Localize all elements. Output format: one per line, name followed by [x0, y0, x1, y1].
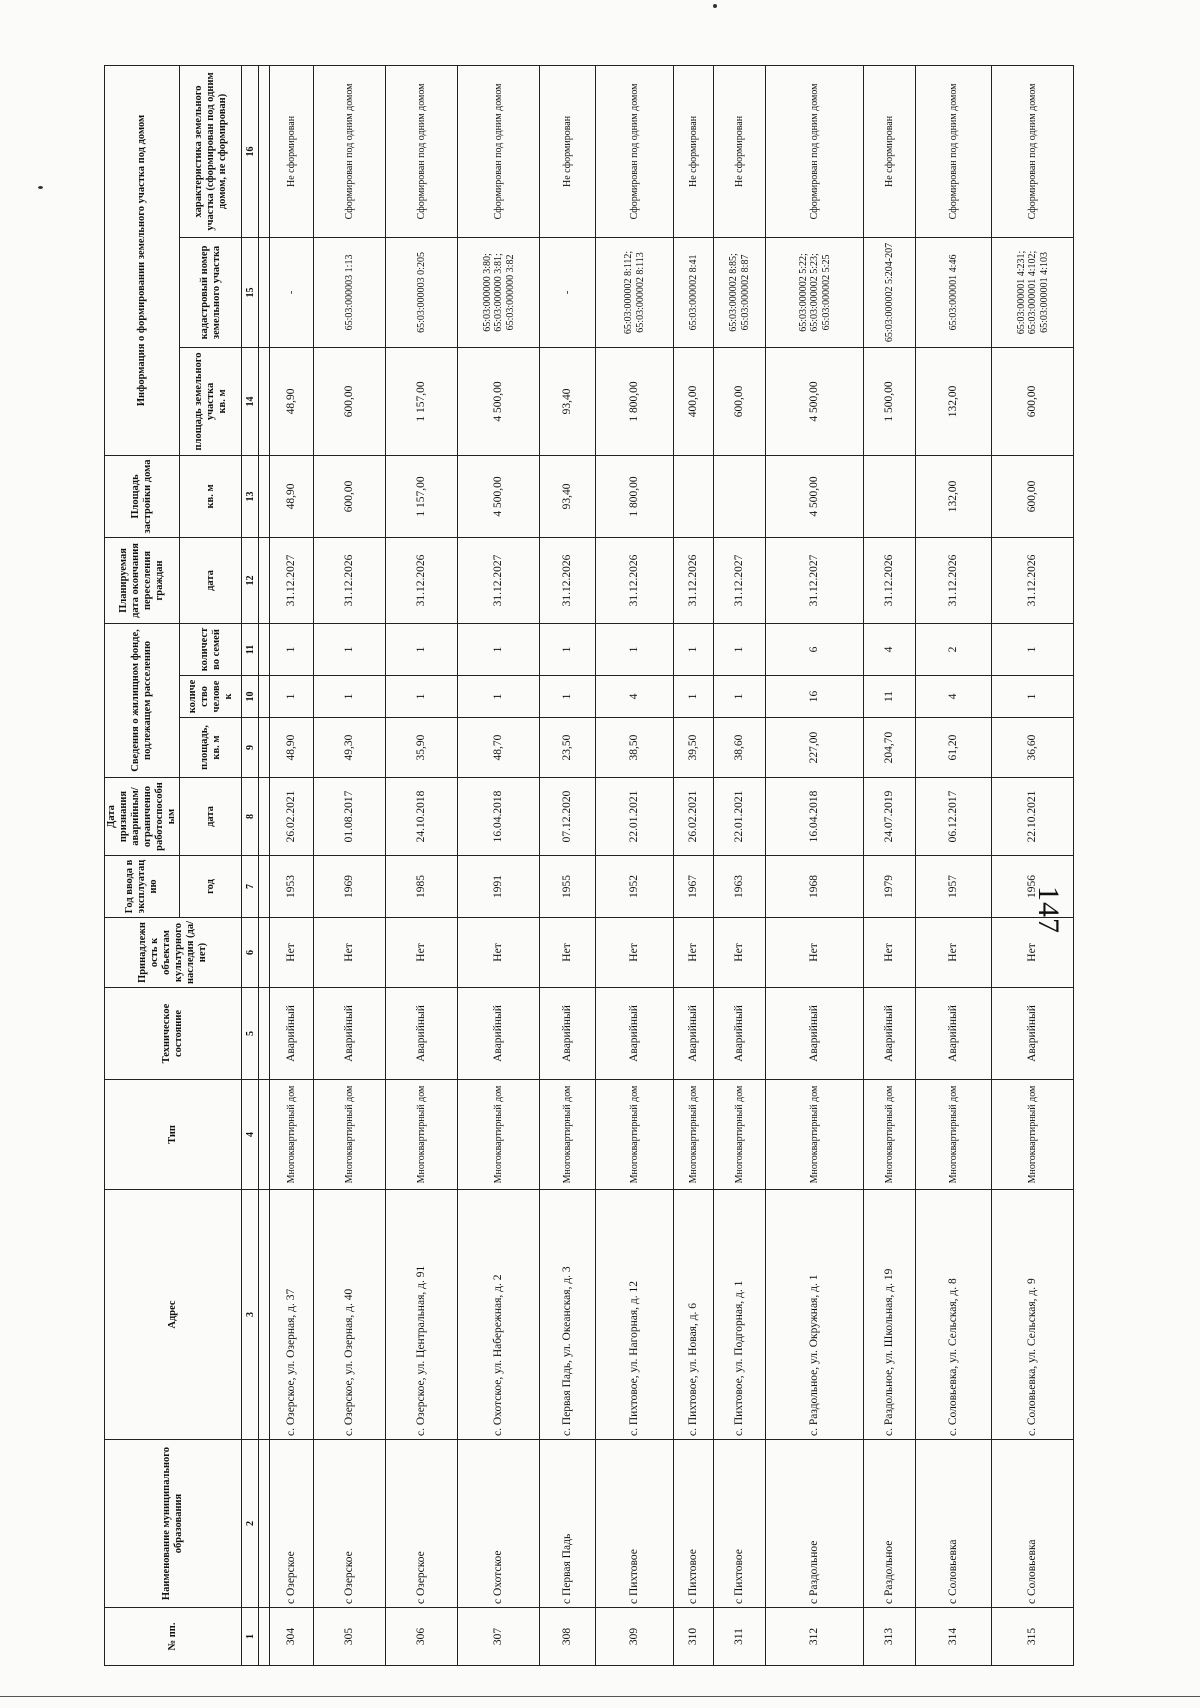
cell-n: 314: [916, 1608, 992, 1666]
cell-state: Аварийный: [674, 988, 714, 1080]
cell-cult: Нет: [674, 918, 714, 988]
cell-year: 1969: [314, 856, 386, 918]
cell-year: 1955: [540, 856, 596, 918]
cell-area: 204,70: [864, 718, 916, 778]
cell-land: 600,00: [714, 347, 766, 455]
header-municipality: Наименование муниципального образования: [105, 1440, 242, 1608]
cell-mo: с Озерское: [386, 1440, 458, 1608]
column-number: 11: [242, 623, 259, 675]
cell-people: 4: [596, 676, 674, 718]
cell-n: 307: [458, 1608, 540, 1666]
cell-cult: Нет: [270, 918, 314, 988]
cell-addr: с. Охотское, ул. Набережная, д. 2: [458, 1190, 540, 1440]
cell-mo: с Озерское: [314, 1440, 386, 1608]
cell-state: Аварийный: [458, 988, 540, 1080]
cell-state: Аварийный: [864, 988, 916, 1080]
cell-people: 1: [270, 676, 314, 718]
column-number: 16: [242, 65, 259, 237]
cell-planned: 31.12.2026: [674, 537, 714, 623]
cell-built: 4 500,00: [458, 455, 540, 537]
cell-mo: с Соловьевка: [992, 1440, 1074, 1608]
cell-type: Многоквартирный дом: [766, 1080, 864, 1190]
cell-date: 22.01.2021: [714, 778, 766, 856]
cell-planned: 31.12.2026: [992, 537, 1074, 623]
spacer-row: [259, 65, 270, 1665]
cell-planned: 31.12.2026: [864, 537, 916, 623]
cell-people: 1: [314, 676, 386, 718]
table-row: [386, 65, 458, 1665]
cell-mo: с Раздольное: [766, 1440, 864, 1608]
cell-area: 48,70: [458, 718, 540, 778]
cell-cad: 65:03:000002 8:85; 65:03:000002 8:87: [714, 237, 766, 347]
spacer-cell: [259, 237, 270, 347]
cell-area: 38,50: [596, 718, 674, 778]
cell-land: 4 500,00: [766, 347, 864, 455]
cell-char: Не сформирован: [270, 65, 314, 237]
cell-addr: с. Первая Падь, ул. Океанская, д. 3: [540, 1190, 596, 1440]
cell-year: 1952: [596, 856, 674, 918]
header-built-sub: кв. м: [180, 455, 242, 537]
cell-families: 1: [314, 623, 386, 675]
spacer-cell: [259, 778, 270, 856]
cell-year: 1963: [714, 856, 766, 918]
resettlement-table: [104, 65, 1074, 1666]
cell-type: Многоквартирный дом: [864, 1080, 916, 1190]
cell-char: Сформирован под одним домом: [992, 65, 1074, 237]
header-year-sub: год: [180, 856, 242, 918]
cell-addr: с. Раздольное, ул. Школьная, д. 19: [864, 1190, 916, 1440]
cell-planned: 31.12.2027: [270, 537, 314, 623]
cell-type: Многоквартирный дом: [714, 1080, 766, 1190]
cell-year: 1967: [674, 856, 714, 918]
cell-date: 16.04.2018: [766, 778, 864, 856]
header-planned-sub: дата: [180, 537, 242, 623]
cell-cad: 65:03:000001 4:231; 65:03:000001 4:102; 65:03:000001 4:103: [992, 237, 1074, 347]
column-number: 8: [242, 778, 259, 856]
table-row: [864, 65, 916, 1665]
cell-area: 23,50: [540, 718, 596, 778]
cell-area: 48,90: [270, 718, 314, 778]
cell-date: 24.07.2019: [864, 778, 916, 856]
cell-date: 22.10.2021: [992, 778, 1074, 856]
cell-mo: с Соловьевка: [916, 1440, 992, 1608]
table-row: [596, 65, 674, 1665]
cell-planned: 31.12.2027: [714, 537, 766, 623]
cell-state: Аварийный: [992, 988, 1074, 1080]
cell-cult: Нет: [714, 918, 766, 988]
cell-people: 16: [766, 676, 864, 718]
cell-mo: с Охотское: [458, 1440, 540, 1608]
cell-char: Не сформирован: [674, 65, 714, 237]
spacer-cell: [259, 65, 270, 237]
cell-mo: с Пихтовое: [674, 1440, 714, 1608]
cell-land: 1 157,00: [386, 347, 458, 455]
header-built-group: Площадь застройки дома: [105, 455, 180, 537]
cell-planned: 31.12.2026: [540, 537, 596, 623]
cell-land: 400,00: [674, 347, 714, 455]
cell-state: Аварийный: [766, 988, 864, 1080]
cell-char: Сформирован под одним домом: [458, 65, 540, 237]
column-number: 7: [242, 856, 259, 918]
cell-char: Не сформирован: [540, 65, 596, 237]
cell-families: 2: [916, 623, 992, 675]
cell-cult: Нет: [458, 918, 540, 988]
cell-families: 1: [992, 623, 1074, 675]
table-body: [242, 65, 1074, 1665]
header-num: № пп.: [105, 1608, 242, 1666]
cell-built: 132,00: [916, 455, 992, 537]
cell-type: Многоквартирный дом: [992, 1080, 1074, 1190]
cell-cad: 65:03:000003 1:13: [314, 237, 386, 347]
cell-cult: Нет: [864, 918, 916, 988]
cell-char: Сформирован под одним домом: [386, 65, 458, 237]
cell-type: Многоквартирный дом: [674, 1080, 714, 1190]
table-row: [314, 65, 386, 1665]
spacer-cell: [259, 988, 270, 1080]
scan-speck: [38, 186, 43, 189]
cell-families: 1: [270, 623, 314, 675]
cell-char: Сформирован под одним домом: [916, 65, 992, 237]
header-land-group: Информация о формировании земельного участка под домом: [105, 65, 180, 455]
cell-type: Многоквартирный дом: [540, 1080, 596, 1190]
cell-built: 600,00: [314, 455, 386, 537]
cell-people: 1: [386, 676, 458, 718]
cell-n: 313: [864, 1608, 916, 1666]
cell-date: 07.12.2020: [540, 778, 596, 856]
column-number: 15: [242, 237, 259, 347]
spacer-cell: [259, 676, 270, 718]
header-date-sub: дата: [180, 778, 242, 856]
header-people-sub: количество человек: [180, 676, 242, 718]
cell-n: 312: [766, 1608, 864, 1666]
cell-cad: 65:03:000001 4:46: [916, 237, 992, 347]
cell-land: 600,00: [314, 347, 386, 455]
cell-year: 1957: [916, 856, 992, 918]
cell-year: 1968: [766, 856, 864, 918]
cell-date: 16.04.2018: [458, 778, 540, 856]
cell-families: 1: [714, 623, 766, 675]
cell-state: Аварийный: [314, 988, 386, 1080]
cell-cult: Нет: [766, 918, 864, 988]
cell-state: Аварийный: [916, 988, 992, 1080]
cell-type: Многоквартирный дом: [314, 1080, 386, 1190]
cell-addr: с. Озерское, ул. Озерная, д. 37: [270, 1190, 314, 1440]
cell-type: Многоквартирный дом: [386, 1080, 458, 1190]
cell-planned: 31.12.2026: [314, 537, 386, 623]
table-row: [540, 65, 596, 1665]
column-number: 12: [242, 537, 259, 623]
cell-type: Многоквартирный дом: [458, 1080, 540, 1190]
cell-area: 49,30: [314, 718, 386, 778]
cell-land: 4 500,00: [458, 347, 540, 455]
header-planned-group: Планируемая дата окончания переселения граждан: [105, 537, 180, 623]
cell-people: 1: [992, 676, 1074, 718]
cell-mo: с Пихтовое: [596, 1440, 674, 1608]
header-land-area: площадь земельного участка кв. м: [180, 347, 242, 455]
cell-n: 308: [540, 1608, 596, 1666]
scan-speck: [713, 4, 717, 8]
cell-cult: Нет: [596, 918, 674, 988]
cell-cult: Нет: [386, 918, 458, 988]
table-row: [714, 65, 766, 1665]
column-number-row: [242, 65, 259, 1665]
cell-cult: Нет: [992, 918, 1074, 988]
cell-land: 93,40: [540, 347, 596, 455]
cell-year: 1953: [270, 856, 314, 918]
spacer-cell: [259, 455, 270, 537]
header-fund-group: Сведения о жилищном фонде, подлежащем расселению: [105, 623, 180, 777]
cell-cad: 65:03:000002 5:22; 65:03:000002 5:23; 65:03:000002 5:25: [766, 237, 864, 347]
cell-families: 6: [766, 623, 864, 675]
column-number: 2: [242, 1440, 259, 1608]
cell-date: 06.12.2017: [916, 778, 992, 856]
cell-char: Сформирован под одним домом: [596, 65, 674, 237]
table-row: [458, 65, 540, 1665]
header-cadastral: кадастровый номер земельного участка: [180, 237, 242, 347]
cell-area: 61,20: [916, 718, 992, 778]
spacer-cell: [259, 347, 270, 455]
cell-addr: с. Раздольное, ул. Окружная, д. 1: [766, 1190, 864, 1440]
cell-date: 01.08.2017: [314, 778, 386, 856]
cell-char: Не сформирован: [714, 65, 766, 237]
cell-cad: 65:03:000002 8:41: [674, 237, 714, 347]
cell-families: 1: [386, 623, 458, 675]
cell-families: 1: [674, 623, 714, 675]
cell-state: Аварийный: [270, 988, 314, 1080]
cell-planned: 31.12.2027: [458, 537, 540, 623]
header-character: характеристика земельного участка (сформирован под одним домом, не сформирован): [180, 65, 242, 237]
cell-area: 35,90: [386, 718, 458, 778]
cell-built: 93,40: [540, 455, 596, 537]
cell-area: 227,00: [766, 718, 864, 778]
column-number: 6: [242, 918, 259, 988]
cell-state: Аварийный: [540, 988, 596, 1080]
cell-year: 1956: [992, 856, 1074, 918]
cell-built: 1 800,00: [596, 455, 674, 537]
scan-bottom-edge: [0, 1696, 1200, 1697]
cell-built: [674, 455, 714, 537]
cell-n: 309: [596, 1608, 674, 1666]
header-tech-state: Техническое состояние: [105, 988, 242, 1080]
header-address: Адрес: [105, 1190, 242, 1440]
table-row: [674, 65, 714, 1665]
cell-addr: с. Озерское, ул. Озерная, д. 40: [314, 1190, 386, 1440]
table-row: [766, 65, 864, 1665]
cell-n: 311: [714, 1608, 766, 1666]
cell-built: 48,90: [270, 455, 314, 537]
cell-char: Сформирован под одним домом: [314, 65, 386, 237]
cell-mo: с Пихтовое: [714, 1440, 766, 1608]
cell-cad: 65:03:000003 0:205: [386, 237, 458, 347]
cell-built: [864, 455, 916, 537]
cell-addr: с. Пихтовое, ул. Новая, д. 6: [674, 1190, 714, 1440]
cell-type: Многоквартирный дом: [270, 1080, 314, 1190]
cell-people: 1: [714, 676, 766, 718]
cell-land: 1 800,00: [596, 347, 674, 455]
cell-type: Многоквартирный дом: [596, 1080, 674, 1190]
column-number: 1: [242, 1608, 259, 1666]
header-area-sub: площадь, кв. м: [180, 718, 242, 778]
column-number: 5: [242, 988, 259, 1080]
spacer-cell: [259, 1608, 270, 1666]
cell-people: 11: [864, 676, 916, 718]
cell-cad: 65:03:000002 5:204-207: [864, 237, 916, 347]
cell-planned: 31.12.2026: [596, 537, 674, 623]
cell-people: 1: [674, 676, 714, 718]
cell-year: 1991: [458, 856, 540, 918]
cell-n: 315: [992, 1608, 1074, 1666]
cell-mo: с Первая Падь: [540, 1440, 596, 1608]
cell-date: 22.01.2021: [596, 778, 674, 856]
spacer-cell: [259, 1440, 270, 1608]
cell-cult: Нет: [540, 918, 596, 988]
cell-addr: с. Пихтовое, ул. Нагорная, д. 12: [596, 1190, 674, 1440]
cell-addr: с. Пихтовое, ул. Подгорная, д. 1: [714, 1190, 766, 1440]
table-row: [916, 65, 992, 1665]
cell-land: 600,00: [992, 347, 1074, 455]
header-date-group: Дата признания аварийным/ограниченно работоспособным: [105, 778, 180, 856]
cell-char: Сформирован под одним домом: [766, 65, 864, 237]
cell-addr: с. Озерское, ул. Центральная, д. 91: [386, 1190, 458, 1440]
column-number: 13: [242, 455, 259, 537]
cell-mo: с Озерское: [270, 1440, 314, 1608]
spacer-cell: [259, 856, 270, 918]
cell-cult: Нет: [314, 918, 386, 988]
cell-families: 4: [864, 623, 916, 675]
cell-cad: 65:03:000002 8:112; 65:03:000002 8:113: [596, 237, 674, 347]
cell-planned: 31.12.2026: [916, 537, 992, 623]
cell-cad: 65:03:000000 3:80; 65:03:000000 3:81; 65:03:000000 3:82: [458, 237, 540, 347]
header-year-group: Год ввода в эксплуатацию: [105, 856, 180, 918]
spacer-cell: [259, 918, 270, 988]
cell-addr: с. Соловьевка, ул. Сельская, д. 8: [916, 1190, 992, 1440]
header-type: Тип: [105, 1080, 242, 1190]
column-number: 4: [242, 1080, 259, 1190]
cell-state: Аварийный: [386, 988, 458, 1080]
cell-planned: 31.12.2026: [386, 537, 458, 623]
header-families-sub: количество семей: [180, 623, 242, 675]
cell-date: 26.02.2021: [674, 778, 714, 856]
column-number: 10: [242, 676, 259, 718]
cell-built: 4 500,00: [766, 455, 864, 537]
cell-families: 1: [540, 623, 596, 675]
cell-families: 1: [458, 623, 540, 675]
cell-area: 39,50: [674, 718, 714, 778]
cell-land: 1 500,00: [864, 347, 916, 455]
cell-built: 1 157,00: [386, 455, 458, 537]
cell-land: 132,00: [916, 347, 992, 455]
cell-people: 1: [458, 676, 540, 718]
cell-year: 1979: [864, 856, 916, 918]
cell-state: Аварийный: [596, 988, 674, 1080]
cell-date: 24.10.2018: [386, 778, 458, 856]
spacer-cell: [259, 537, 270, 623]
column-number: 3: [242, 1190, 259, 1440]
cell-cad: -: [540, 237, 596, 347]
cell-planned: 31.12.2027: [766, 537, 864, 623]
cell-mo: с Раздольное: [864, 1440, 916, 1608]
cell-type: Многоквартирный дом: [916, 1080, 992, 1190]
cell-families: 1: [596, 623, 674, 675]
cell-n: 304: [270, 1608, 314, 1666]
table-row: [270, 65, 314, 1665]
spacer-cell: [259, 718, 270, 778]
cell-cad: -: [270, 237, 314, 347]
page-number: 147: [1032, 886, 1065, 934]
column-number: 9: [242, 718, 259, 778]
cell-area: 38,60: [714, 718, 766, 778]
header-cultural: Принадлежность к объектам культурного наследия (да/нет): [105, 918, 242, 988]
cell-cult: Нет: [916, 918, 992, 988]
cell-n: 306: [386, 1608, 458, 1666]
cell-n: 305: [314, 1608, 386, 1666]
cell-state: Аварийный: [714, 988, 766, 1080]
cell-land: 48,90: [270, 347, 314, 455]
cell-char: Не сформирован: [864, 65, 916, 237]
table-row: [992, 65, 1074, 1665]
spacer-cell: [259, 623, 270, 675]
spacer-cell: [259, 1190, 270, 1440]
cell-built: [714, 455, 766, 537]
cell-year: 1985: [386, 856, 458, 918]
spacer-cell: [259, 1080, 270, 1190]
cell-area: 36,60: [992, 718, 1074, 778]
cell-n: 310: [674, 1608, 714, 1666]
cell-date: 26.02.2021: [270, 778, 314, 856]
cell-built: 600,00: [992, 455, 1074, 537]
cell-people: 4: [916, 676, 992, 718]
cell-addr: с. Соловьевка, ул. Сельская, д. 9: [992, 1190, 1074, 1440]
cell-people: 1: [540, 676, 596, 718]
column-number: 14: [242, 347, 259, 455]
